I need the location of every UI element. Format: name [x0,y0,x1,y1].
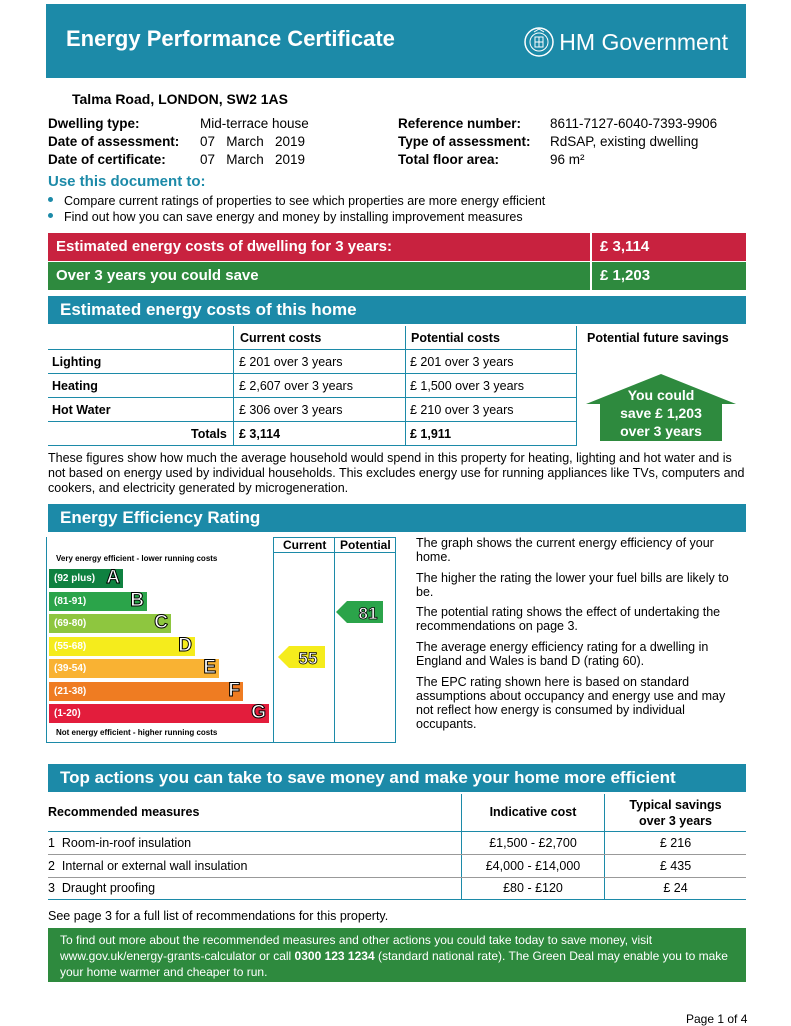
divider [590,262,592,290]
measure-saving: £ 435 [659,859,692,873]
band-range: (21-38) [54,685,87,697]
certificate-date-value: 07 March 2019 [200,152,306,167]
band-range: (1-20) [54,708,81,719]
row-label-hot-water: Hot Water [52,403,111,417]
footer-phone[interactable]: 0300 123 1234 [294,949,375,963]
col-current-label: Current [283,538,327,552]
col-header-saving [605,797,746,829]
table-row [48,836,191,850]
savings-bar [48,262,746,290]
col-potential-label: Potential [340,538,391,552]
band-letter: B [130,589,144,611]
measure-cost: £4,000 - £14,000 [485,859,581,873]
dwelling-type-label: Dwelling type: [48,116,140,131]
band-range: (69-80) [54,618,87,629]
grid-line [48,831,746,832]
certificate-date-label: Date of certificate: [48,152,166,167]
page-number: Page 1 of 4 [686,1012,748,1026]
row-label-lighting: Lighting [52,355,102,369]
row-label-heating: Heating [52,379,98,393]
measure-cost: £1,500 - £2,700 [489,836,577,850]
grid-line [48,899,746,900]
hot-water-current: £ 306 over 3 years [239,403,343,417]
costs-section-header [48,296,746,324]
reference-label: Reference number: [398,116,522,131]
estimated-cost-bar [48,233,746,261]
grid-line [405,326,406,446]
heating-potential: £ 1,500 over 3 years [410,379,524,393]
floor-area-label: Total floor area: [398,152,500,167]
assessment-type-label: Type of assessment: [398,134,531,149]
col-header-future: Potential future savings [587,331,729,345]
band-range: (81-91) [54,595,87,607]
dwelling-type-value: Mid-terrace house [200,116,309,131]
grid-line [48,854,746,855]
footer-text-part: (standard national rate). The Green Deal may enable you to make your home warmer and cheaper to run. [60,949,728,979]
chart-border [395,537,396,743]
lighting-current: £ 201 over 3 years [239,355,343,369]
row-number: 1 [48,836,55,850]
efficiency-note: The average energy efficiency rating for a dwelling in England and Wales is band D (rating 60). [416,640,709,668]
savings-line-2: save £ 1,203 [620,405,702,421]
measure-name: Room-in-roof insulation [61,836,192,850]
bottom-note: Not energy efficient - higher running costs [56,728,218,737]
costs-section-title: Estimated energy costs of this home [60,300,357,319]
bullet-icon [48,213,53,218]
efficiency-note: The EPC rating shown here is based on standard assumptions about occupancy and energy use and may not reflect how energy is consumed by individual occupants. [416,675,726,731]
col-header-cost: Indicative cost [489,805,577,819]
bullet-text: Find out how you can save energy and money by installing improvement measures [64,210,523,224]
use-document-title: Use this document to: [48,173,206,190]
heating-current: £ 2,607 over 3 years [239,379,353,393]
chart-border [334,537,335,743]
potential-rating-value: 81 [358,604,378,623]
band-letter: E [203,657,216,678]
grid-line [48,349,576,350]
top-note: Very energy efficient - lower running costs [56,554,218,563]
costs-note: These figures show how much the average household would spend in this property for heating, lighting and hot water and is not based on energy used by individual households. This excludes energy use for running appliances like TVs, computers and cookers, and electricity generated by microgeneration. [48,451,745,495]
current-rating-value: 55 [298,649,318,668]
actions-section-title: Top actions you can take to save money and make your home more efficient [60,768,676,787]
rating-band-g [49,704,269,723]
footer-text-part: To find out more about the recommended measures and other actions you could take today to save money, visit www.gov.uk/energy-grants-calculator or call [60,933,653,963]
measure-name: Internal or external wall insulation [61,859,248,873]
lighting-potential: £ 201 over 3 years [410,355,514,369]
grid-line [48,397,576,398]
bullet-item [48,194,545,208]
efficiency-section-title: Energy Efficiency Rating [60,508,261,527]
measure-saving: £ 216 [659,836,692,850]
measure-saving: £ 24 [663,881,688,895]
assessment-date-label: Date of assessment: [48,134,180,149]
savings-line-3: over 3 years [620,423,702,439]
bullet-item [48,210,523,224]
chart-border [273,537,274,743]
grid-line [48,445,576,446]
table-row [48,859,247,873]
page-title: Energy Performance Certificate [66,26,395,51]
efficiency-note: The higher the rating the lower your fuel bills are likely to be. [416,571,729,599]
chart-border [46,537,47,743]
actions-section-header [48,764,746,792]
grid-line [48,877,746,878]
efficiency-note: The graph shows the current energy efficiency of your home. [416,536,714,564]
property-address: Talma Road, LONDON, SW2 1AS [72,91,288,107]
col-header-current: Current costs [240,331,322,345]
chart-border [273,552,396,553]
rating-band-c [49,614,171,633]
savings-arrow [586,374,736,442]
grid-line [48,421,576,422]
band-range: (39-54) [54,663,87,674]
measure-cost: £80 - £120 [503,881,563,895]
chart-border [46,742,396,743]
current-rating-arrow [278,646,326,668]
divider [590,233,592,261]
savings-label: Over 3 years you could save [56,267,259,284]
band-letter: D [178,634,192,656]
grid-line [48,373,576,374]
col-header-potential: Potential costs [411,331,500,345]
savings-line-1: You could [627,387,695,403]
see-page-note: See page 3 for a full list of recommendations for this property. [48,909,389,923]
row-number: 2 [48,859,55,873]
efficiency-section-header [48,504,746,532]
table-row [48,881,155,895]
royal-crest-icon [523,26,555,58]
rating-band-b [49,589,147,611]
totals-label: Totals [191,427,227,441]
band-letter: F [228,679,240,701]
totals-potential: £ 1,911 [410,427,452,441]
hm-government-logo [523,26,728,58]
band-letter: G [251,702,266,723]
assessment-type-value: RdSAP, existing dwelling [550,134,699,149]
potential-rating-arrow [336,601,384,623]
assessment-date-value: 07 March 2019 [200,134,306,149]
logo-text: HM Government [559,28,728,55]
measure-name: Draught proofing [61,881,156,895]
col-header-saving-line1: Typical savings [629,798,722,812]
rating-band-a [49,569,123,588]
col-header-measure: Recommended measures [48,805,200,819]
rating-band-d [49,634,195,656]
estimated-cost-label: Estimated energy costs of dwelling for 3 years: [56,238,392,255]
footer-info-box [48,928,746,982]
rating-band-e [49,659,219,678]
bullet-icon [48,197,53,202]
band-letter: A [106,567,120,588]
row-number: 3 [48,881,55,895]
totals-current: £ 3,114 [239,427,281,441]
rating-band-f [49,679,243,701]
page-header [46,4,746,78]
efficiency-note: The potential rating shows the effect of undertaking the recommendations on page 3. [416,605,721,633]
estimated-cost-value: £ 3,114 [600,238,650,255]
savings-value: £ 1,203 [600,267,651,284]
band-range: (55-68) [54,640,87,652]
grid-line [576,326,577,446]
bullet-text: Compare current ratings of properties to see which properties are more energy efficient [64,194,546,208]
footer-text [60,932,750,980]
band-range: (92 plus) [54,573,96,584]
floor-area-value: 96 m² [550,152,585,167]
col-header-saving-line2: over 3 years [639,814,712,828]
reference-value: 8611-7127-6040-7393-9906 [550,116,718,131]
hot-water-potential: £ 210 over 3 years [410,403,514,417]
grid-line [233,326,234,446]
band-letter: C [154,612,168,633]
